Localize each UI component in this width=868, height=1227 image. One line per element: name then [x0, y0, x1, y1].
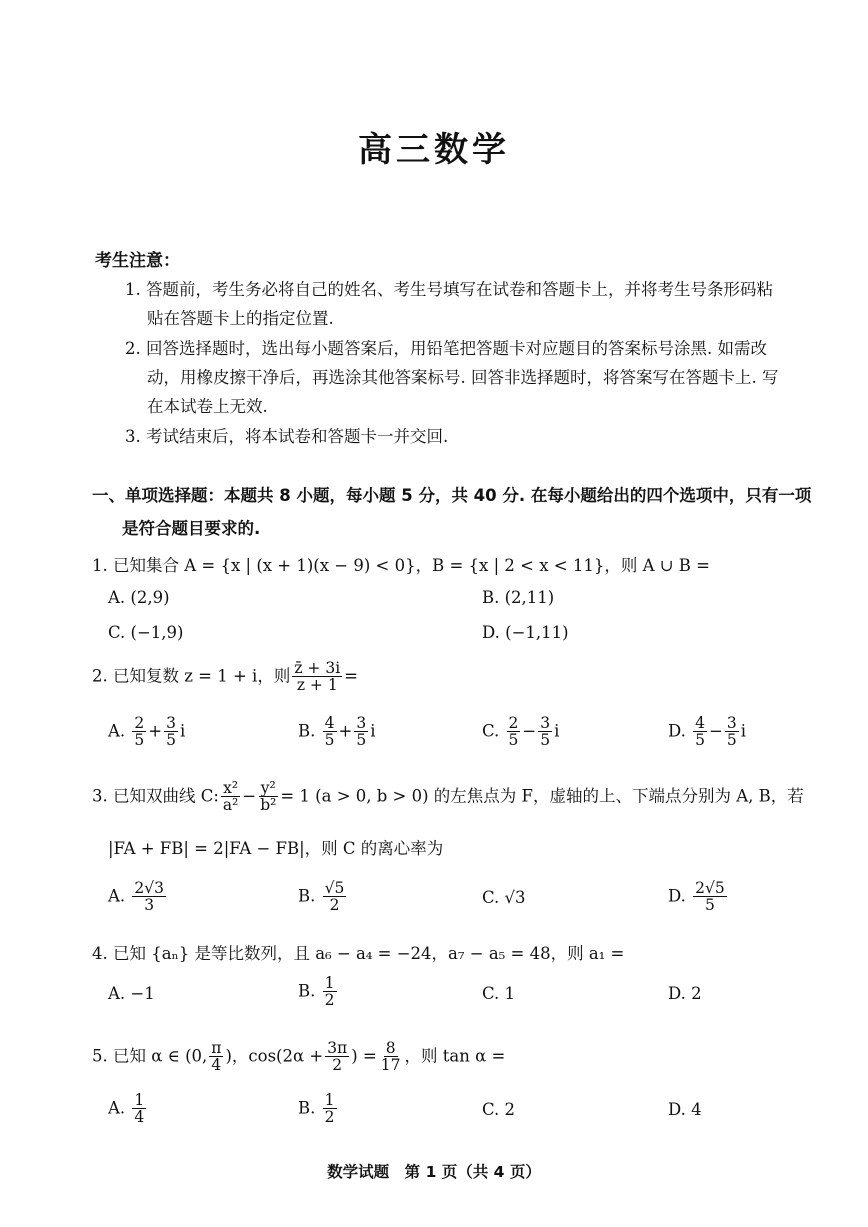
q5-option-d: D. 4 — [668, 1100, 702, 1119]
question-1-stem: 1. 已知集合 A = {x | (x + 1)(x − 9) < 0}，B = {x | 2 < x < 11}，则 A ∪ B = — [92, 556, 711, 575]
numerator: 1 — [134, 1091, 145, 1109]
q2-option-c — [482, 715, 559, 749]
q3-option-c: C. √3 — [482, 888, 526, 907]
fraction — [132, 1092, 146, 1126]
numerator: 2√3 — [134, 879, 165, 897]
option-label: A. — [108, 1098, 126, 1118]
q1-option-c: C. (−1,9) — [108, 623, 184, 642]
q3-stem-text: 3. 已知双曲线 C: — [92, 786, 219, 806]
denominator: 5 — [324, 731, 335, 750]
denominator: 5 — [166, 731, 176, 750]
numerator: x² — [223, 779, 239, 797]
option-label: D. — [668, 721, 686, 741]
q3-stem-text-end: = 1 (a > 0, b > 0) 的左焦点为 F，虚轴的上、下端点分别为 A, B，若 — [280, 786, 804, 806]
numerator: 3 — [356, 714, 367, 732]
numerator: 4 — [324, 714, 335, 732]
q1-option-b: B. (2,11) — [482, 588, 555, 607]
notice-heading: 考生注意： — [95, 251, 180, 271]
option-label: B. — [298, 886, 316, 906]
operator: + — [338, 721, 353, 741]
denominator: 2 — [329, 896, 340, 915]
imaginary-unit: i — [554, 721, 560, 741]
denominator: a² — [222, 796, 239, 815]
fraction — [725, 715, 739, 749]
denominator: 2 — [324, 991, 335, 1010]
q5-equals: ) = — [351, 1046, 377, 1066]
numerator: 1 — [324, 974, 335, 992]
q2-option-b — [298, 715, 375, 749]
denominator: 4 — [134, 1108, 145, 1127]
fraction — [507, 715, 521, 749]
option-label: B. — [298, 1098, 316, 1118]
denominator: 5 — [540, 731, 551, 750]
q5-option-a — [108, 1092, 148, 1126]
numerator: 3 — [166, 714, 176, 732]
q2-option-d — [668, 715, 746, 749]
notice-line: 动，用橡皮擦干净后，再选涂其他答案标号. 回答非选择题时，将答案写在答题卡上. 写 — [147, 368, 779, 387]
numerator: 3 — [540, 714, 551, 732]
imaginary-unit: i — [740, 721, 746, 741]
q3-option-d — [668, 880, 729, 914]
fraction — [538, 715, 552, 749]
numerator: 2 — [508, 714, 519, 732]
q5-stem-text: 5. 已知 α ∈ (0, — [92, 1046, 208, 1066]
notice-line: 2. 回答选择题时，选出每小题答案后，用铅笔把答题卡对应题目的答案标号涂黑. 如需改 — [125, 339, 767, 358]
fraction — [379, 1040, 403, 1074]
numerator: 1 — [324, 1091, 335, 1109]
q5-stem-end: ，则 tan α = — [404, 1046, 506, 1066]
denominator: z + 1 — [296, 676, 338, 695]
q2-fraction — [292, 660, 342, 694]
question-2-stem — [92, 660, 358, 694]
numerator: y² — [260, 779, 276, 797]
denominator: 5 — [695, 731, 706, 750]
fraction — [132, 880, 166, 914]
question-5-stem — [92, 1040, 505, 1074]
section-heading-cont: 是符合题目要求的. — [122, 519, 261, 538]
notice-line: 1. 答题前，考生务必将自己的姓名、考生号填写在试卷和答题卡上，并将考生号条形码粘 — [125, 280, 773, 299]
fraction — [258, 780, 278, 814]
notice-line: 在本试卷上无效. — [147, 397, 268, 416]
operator: − — [242, 786, 257, 806]
option-label: A. — [108, 721, 126, 741]
q1-option-d: D. (−1,11) — [482, 623, 569, 642]
denominator: b² — [260, 796, 277, 815]
denominator: 17 — [380, 1056, 401, 1075]
denominator: 3 — [144, 896, 155, 915]
page-footer: 数学试题 第 1 页（共 4 页） — [327, 1163, 541, 1181]
denominator: 2 — [332, 1056, 343, 1075]
imaginary-unit: i — [180, 721, 186, 741]
operator: − — [522, 721, 537, 741]
fraction — [693, 715, 707, 749]
q4-option-c: C. 1 — [482, 984, 516, 1003]
denominator: 5 — [134, 731, 145, 750]
denominator: 5 — [726, 731, 737, 750]
q2-stem-text: 2. 已知复数 z = 1 + i，则 — [92, 666, 291, 686]
q5-option-c: C. 2 — [482, 1100, 516, 1119]
option-label: C. — [482, 721, 500, 741]
denominator: 4 — [211, 1056, 222, 1075]
question-3-stem — [92, 780, 804, 814]
numerator: π — [211, 1039, 222, 1057]
numerator: 8 — [385, 1039, 396, 1057]
q2-stem-end: = — [344, 666, 358, 686]
fraction — [325, 1040, 349, 1074]
q3-option-a — [108, 880, 168, 914]
page-title: 高三数学 — [358, 130, 510, 170]
notice-line: 3. 考试结束后，将本试卷和答题卡一并交回. — [125, 427, 449, 446]
denominator: 5 — [356, 731, 367, 750]
q4-option-b — [298, 975, 339, 1009]
q1-option-a: A. (2,9) — [108, 588, 170, 607]
option-label: D. — [668, 886, 686, 906]
q5-option-b — [298, 1092, 339, 1126]
option-label: B. — [298, 981, 316, 1001]
q2-option-a — [108, 715, 185, 749]
notice-line: 贴在答题卡上的指定位置. — [147, 309, 334, 328]
denominator: 2 — [324, 1108, 335, 1127]
numerator: 2 — [134, 714, 145, 732]
fraction — [323, 975, 337, 1009]
operator: + — [148, 721, 163, 741]
fraction — [323, 715, 337, 749]
fraction — [132, 715, 146, 749]
fraction — [323, 1092, 337, 1126]
operator: − — [709, 721, 723, 741]
denominator: 5 — [508, 731, 519, 750]
imaginary-unit: i — [370, 721, 376, 741]
q4-option-a: A. −1 — [108, 984, 155, 1003]
fraction — [354, 715, 368, 749]
denominator: 5 — [705, 896, 715, 915]
q3-option-b — [298, 880, 348, 914]
option-label: B. — [298, 721, 316, 741]
fraction — [221, 780, 240, 814]
numerator: z̄ + 3i — [294, 659, 341, 677]
numerator: √5 — [324, 879, 345, 897]
option-label: A. — [108, 886, 126, 906]
numerator: 2√5 — [695, 879, 725, 897]
question-3-line2: |FA + FB| = 2|FA − FB|，则 C 的离心率为 — [108, 839, 444, 858]
fraction — [209, 1040, 223, 1074]
fraction — [164, 715, 178, 749]
numerator: 4 — [695, 714, 706, 732]
numerator: 3 — [726, 714, 737, 732]
fraction — [323, 880, 347, 914]
fraction — [693, 880, 727, 914]
numerator: 3π — [327, 1039, 348, 1057]
q5-stem-mid: )，cos(2α + — [225, 1046, 324, 1066]
q4-option-d: D. 2 — [668, 984, 702, 1003]
question-4-stem: 4. 已知 {aₙ} 是等比数列，且 a₆ − a₄ = −24，a₇ − a₅ = 48，则 a₁ = — [92, 944, 625, 963]
section-heading: 一、单项选择题：本题共 8 小题，每小题 5 分，共 40 分. 在每小题给出的四个选项中，只有一项 — [92, 486, 812, 505]
